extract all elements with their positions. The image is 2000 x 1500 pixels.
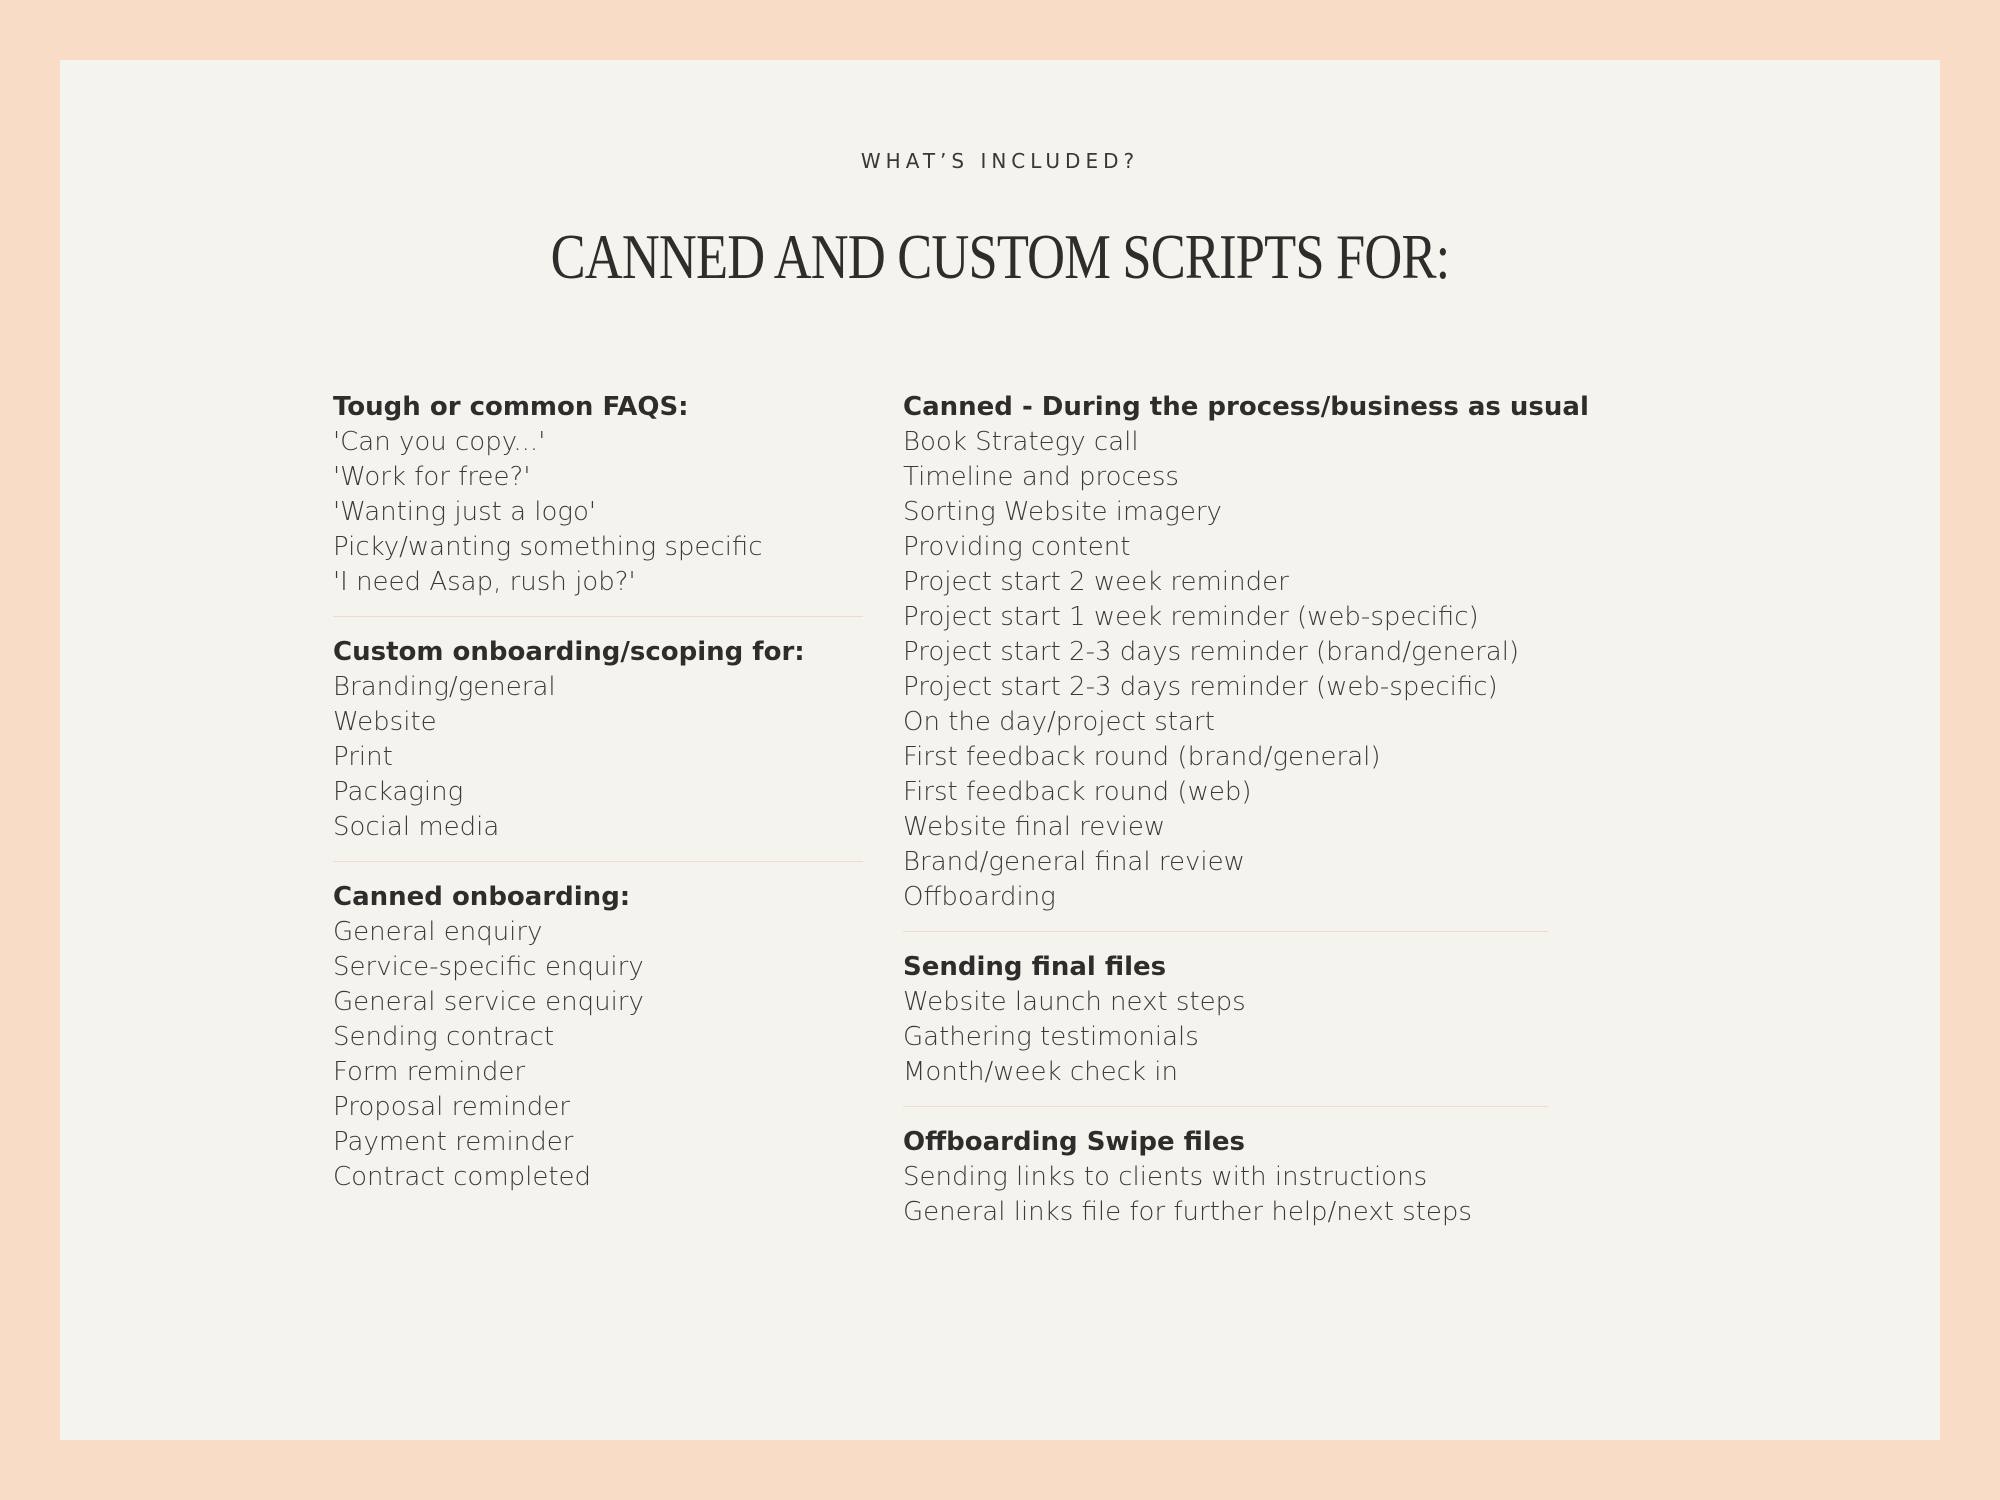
section-custom-onboarding-scoping-for — [333, 635, 863, 862]
eyebrow-label: WHAT’S INCLUDED? — [860, 149, 1140, 173]
list-item: Print — [333, 742, 393, 772]
list-item: Website final review — [903, 812, 1166, 842]
list-item: Branding/general — [333, 672, 556, 702]
section-heading: Tough or common FAQS: — [333, 392, 689, 422]
list-item: Proposal reminder — [333, 1092, 570, 1122]
list-item: First feedback round (brand/general) — [903, 742, 1381, 772]
list-item: Timeline and process — [903, 462, 1179, 492]
list-item: Project start 2 week reminder — [903, 567, 1289, 597]
list-item: Sending links to clients with instructions — [903, 1162, 1428, 1192]
list-item: General links file for further help/next steps — [903, 1197, 1472, 1227]
left-column — [333, 390, 863, 1195]
section-heading: Canned - During the process/business as usual — [903, 392, 1589, 422]
list-item: Offboarding — [903, 882, 1056, 912]
list-item: General enquiry — [333, 917, 543, 947]
section-heading: Offboarding Swipe files — [903, 1127, 1245, 1157]
list-item: Service-specific enquiry — [333, 952, 644, 982]
section-heading: Canned onboarding: — [333, 882, 631, 912]
list-item: Month/week check in — [903, 1057, 1178, 1087]
list-item: Project start 2-3 days reminder (brand/general) — [903, 637, 1520, 667]
list-item: Brand/general final review — [903, 847, 1245, 877]
list-item: 'Work for free?' — [333, 462, 531, 492]
list-item: 'Can you copy...' — [333, 427, 546, 457]
list-item: On the day/project start — [903, 707, 1215, 737]
list-item: Packaging — [333, 777, 464, 807]
list-item: Providing content — [903, 532, 1131, 562]
section-list — [903, 425, 1548, 915]
list-item: Book Strategy call — [903, 427, 1139, 457]
list-item: Contract completed — [333, 1162, 592, 1192]
list-item: Picky/wanting something specific — [333, 532, 763, 562]
section-list — [333, 670, 863, 845]
list-item: Sorting Website imagery — [903, 497, 1222, 527]
list-item: 'Wanting just a logo' — [333, 497, 597, 527]
section-list — [903, 985, 1548, 1090]
list-item: Project start 2-3 days reminder (web-specific) — [903, 672, 1498, 702]
list-item: Form reminder — [333, 1057, 526, 1087]
section-heading: Custom onboarding/scoping for: — [333, 637, 805, 667]
section-list — [903, 1160, 1548, 1230]
section-offboarding-swipe-files — [903, 1125, 1548, 1230]
page-title: CANNED AND CUSTOM SCRIPTS FOR: — [550, 221, 1450, 292]
list-item: Project start 1 week reminder (web-specific) — [903, 602, 1479, 632]
section-canned-during-the-process-business-as-usual — [903, 390, 1589, 932]
section-list — [333, 915, 863, 1195]
list-item: Website launch next steps — [903, 987, 1246, 1017]
list-item: Website — [333, 707, 437, 737]
list-item: Social media — [333, 812, 500, 842]
list-item: 'I need Asap, rush job?' — [333, 567, 636, 597]
right-column — [903, 390, 1589, 1230]
list-item: First feedback round (web) — [903, 777, 1252, 807]
section-heading: Sending final files — [903, 952, 1167, 982]
list-item: General service enquiry — [333, 987, 644, 1017]
section-sending-final-files — [903, 950, 1548, 1107]
section-tough-or-common-faqs — [333, 390, 863, 617]
list-item: Payment reminder — [333, 1127, 574, 1157]
section-list — [333, 425, 863, 600]
section-canned-onboarding — [333, 880, 863, 1195]
list-item: Sending contract — [333, 1022, 555, 1052]
list-item: Gathering testimonials — [903, 1022, 1199, 1052]
